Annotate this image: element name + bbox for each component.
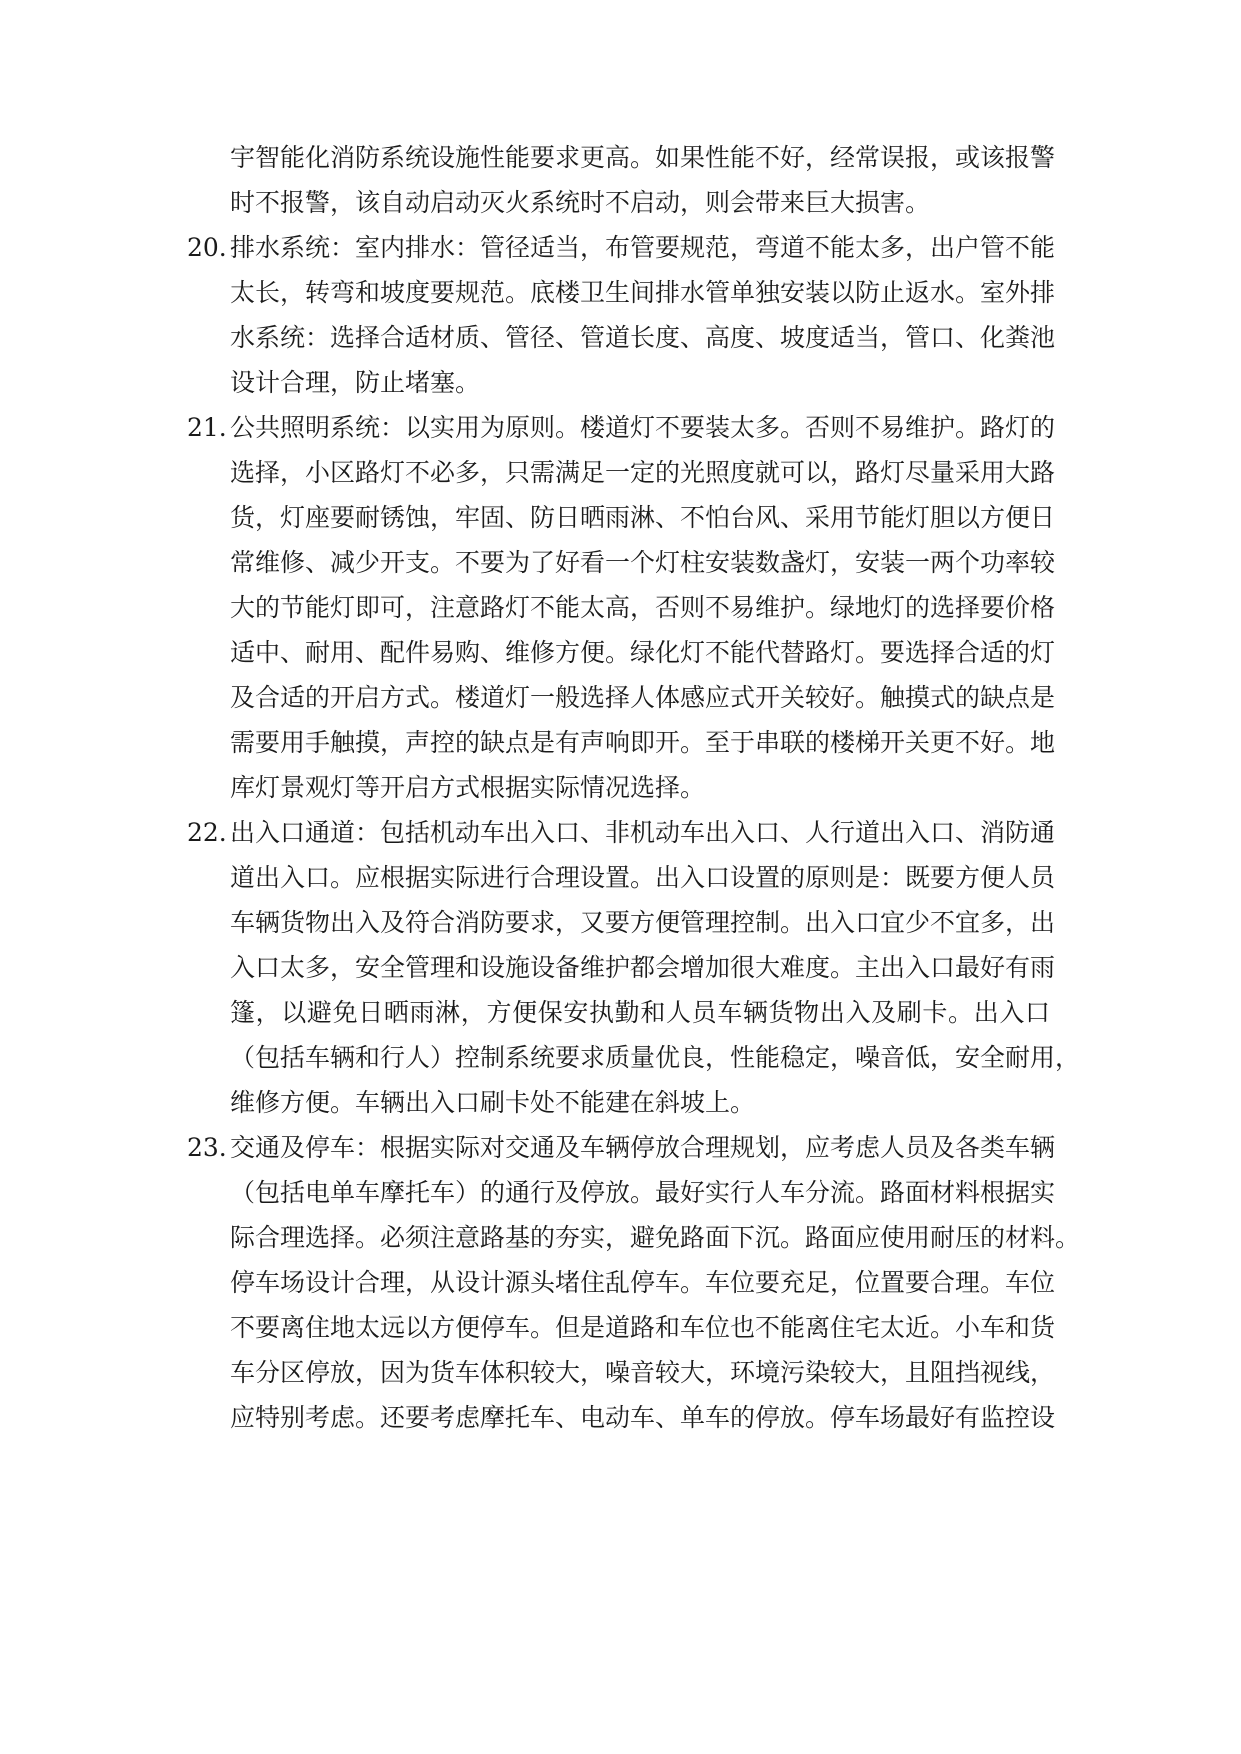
text-line: 道出入口。应根据实际进行合理设置。出入口设置的原则是：既要方便人员	[230, 863, 1056, 892]
text-line: 常维修、减少开支。不要为了好看一个灯柱安装数盏灯，安装一两个功率较	[230, 548, 1056, 577]
text-line: 适中、耐用、配件易购、维修方便。绿化灯不能代替路灯。要选择合适的灯	[230, 638, 1056, 667]
item-number: 22.	[187, 818, 227, 847]
text-line: 交通及停车：根据实际对交通及车辆停放合理规划，应考虑人员及各类车辆	[230, 1133, 1056, 1162]
text-line: 车辆货物出入及符合消防要求，又要方便管理控制。出入口宜少不宜多，出	[230, 908, 1056, 937]
text-line: 出入口通道：包括机动车出入口、非机动车出入口、人行道出入口、消防通	[230, 818, 1056, 847]
text-line: 选择，小区路灯不必多，只需满足一定的光照度就可以，路灯尽量采用大路	[230, 458, 1056, 487]
text-line: 时不报警，该自动启动灭火系统时不启动，则会带来巨大损害。	[230, 188, 931, 217]
text-line: 大的节能灯即可，注意路灯不能太高，否则不易维护。绿地灯的选择要价格	[230, 593, 1056, 622]
text-line: （包括车辆和行人）控制系统要求质量优良，性能稳定，噪音低，安全耐用，	[230, 1043, 1081, 1072]
text-line: 水系统：选择合适材质、管径、管道长度、高度、坡度适当，管口、化粪池	[230, 323, 1056, 352]
item-number: 20.	[187, 233, 227, 262]
text-line: 及合适的开启方式。楼道灯一般选择人体感应式开关较好。触摸式的缺点是	[230, 683, 1056, 712]
text-line: 库灯景观灯等开启方式根据实际情况选择。	[230, 773, 706, 802]
text-line: 入口太多，安全管理和设施设备维护都会增加很大难度。主出入口最好有雨	[230, 953, 1056, 982]
item-number: 21.	[187, 413, 227, 442]
text-line: 排水系统：室内排水：管径适当，布管要规范，弯道不能太多，出户管不能	[230, 233, 1056, 262]
text-line: 际合理选择。必须注意路基的夯实，避免路面下沉。路面应使用耐压的材料。	[230, 1223, 1081, 1252]
text-line: 公共照明系统：以实用为原则。楼道灯不要装太多。否则不易维护。路灯的	[230, 413, 1056, 442]
text-line: 太长，转弯和坡度要规范。底楼卫生间排水管单独安装以防止返水。室外排	[230, 278, 1056, 307]
text-line: 车分区停放，因为货车体积较大，噪音较大，环境污染较大，且阻挡视线，	[230, 1358, 1056, 1387]
text-line: 应特别考虑。还要考虑摩托车、电动车、单车的停放。停车场最好有监控设	[230, 1403, 1056, 1432]
item-number: 23.	[187, 1133, 227, 1162]
text-line: 货，灯座要耐锈蚀，牢固、防日晒雨淋、不怕台风、采用节能灯胆以方便日	[230, 503, 1056, 532]
text-line: 设计合理，防止堵塞。	[230, 368, 481, 397]
text-line: 维修方便。车辆出入口刷卡处不能建在斜坡上。	[230, 1088, 756, 1117]
text-line: （包括电单车摩托车）的通行及停放。最好实行人车分流。路面材料根据实	[230, 1178, 1056, 1207]
text-line: 停车场设计合理，从设计源头堵住乱停车。车位要充足，位置要合理。车位	[230, 1268, 1056, 1297]
text-line: 篷，以避免日晒雨淋，方便保安执勤和人员车辆货物出入及刷卡。出入口	[230, 998, 1050, 1027]
text-line: 宇智能化消防系统设施性能要求更高。如果性能不好，经常误报，或该报警	[230, 143, 1056, 172]
text-line: 不要离住地太远以方便停车。但是道路和车位也不能离住宅太近。小车和货	[230, 1313, 1056, 1342]
text-line: 需要用手触摸，声控的缺点是有声响即开。至于串联的楼梯开关更不好。地	[230, 728, 1056, 757]
